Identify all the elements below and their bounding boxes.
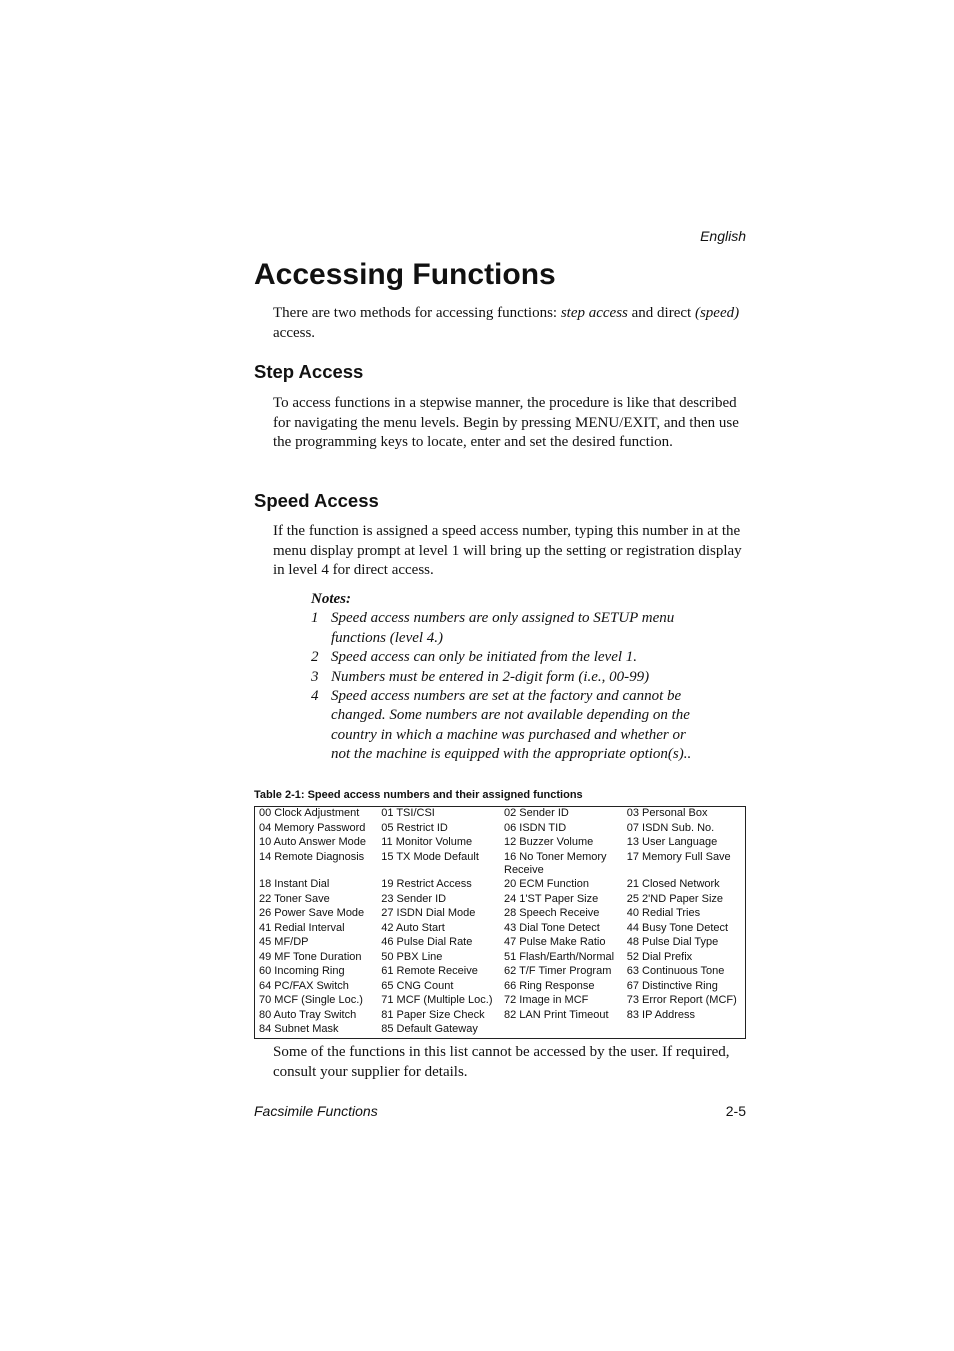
note-text: Numbers must be entered in 2-digit form (i.e., 00-99) <box>331 668 650 685</box>
table-row <box>255 951 746 966</box>
table-cell: 24 1'ST Paper Size <box>504 892 599 905</box>
table-row <box>255 936 746 951</box>
table-row <box>255 994 746 1009</box>
table-cell: 40 Redial Tries <box>626 907 701 919</box>
note-number: 4 <box>311 688 319 705</box>
table-cell: 13 User Language <box>626 836 718 848</box>
table-row <box>255 965 746 980</box>
table-cell: 83 IP Address <box>626 1008 696 1021</box>
table-row <box>255 836 746 851</box>
table-row <box>255 807 746 822</box>
table-cell <box>623 1023 746 1038</box>
table-cell: 25 2'ND Paper Size <box>626 892 724 905</box>
notes-block <box>311 590 701 765</box>
intro-text-mid: and direct <box>627 305 695 321</box>
speed-access-body: If the function is assigned a speed access number, typing this number in at the menu display prompt at level 1 will bring up the setting or registration display in level 4 for direct access. <box>273 523 742 579</box>
table-row <box>255 893 746 908</box>
intro-text-pre: There are two methods for accessing functions: <box>273 305 561 321</box>
table-cell: 64 PC/FAX Switch <box>259 979 349 992</box>
table-cell: 50 PBX Line <box>381 950 443 963</box>
footer-section-title: Facsimile Functions <box>254 1103 378 1119</box>
note-text: Speed access can only be initiated from the level 1. <box>331 649 638 666</box>
table-cell: 11 Monitor Volume <box>381 836 473 848</box>
table-cell: 41 Redial Interval <box>259 921 345 934</box>
table-cell: 52 Dial Prefix <box>626 950 693 963</box>
notes-heading: Notes: <box>311 591 351 607</box>
table-cell: 66 Ring Response <box>504 979 595 992</box>
table-cell: 27 ISDN Dial Mode <box>381 907 476 919</box>
speed-access-table <box>254 806 746 1039</box>
table-cell: 48 Pulse Dial Type <box>626 936 719 948</box>
table-cell: 01 TSI/CSI <box>381 807 435 819</box>
table-cell: 18 Instant Dial <box>259 878 330 890</box>
table-cell: 63 Continuous Tone <box>626 965 725 977</box>
table-cell: 84 Subnet Mask <box>259 1023 339 1035</box>
header-language: English <box>700 228 746 244</box>
table-cell: 17 Memory Full Save <box>626 850 731 863</box>
table-cell <box>500 1023 623 1038</box>
table-cell: 05 Restrict ID <box>381 821 448 834</box>
table-row <box>255 922 746 937</box>
table-cell: 67 Distinctive Ring <box>626 979 718 992</box>
table-cell: 14 Remote Diagnosis <box>259 850 365 863</box>
table-cell: 02 Sender ID <box>504 807 569 819</box>
table-cell: 61 Remote Receive <box>381 965 478 977</box>
table-cell: 62 T/F Timer Program <box>504 965 612 977</box>
page-title: Accessing Functions <box>254 258 556 291</box>
table-cell: 20 ECM Function <box>504 878 589 890</box>
table-row <box>255 1023 746 1038</box>
table-cell: 70 MCF (Single Loc.) <box>259 994 363 1006</box>
table-cell: 82 LAN Print Timeout <box>504 1008 609 1021</box>
table-cell: 45 MF/DP <box>259 936 309 948</box>
table-cell: 72 Image in MCF <box>504 994 589 1006</box>
note-text: Speed access numbers are only assigned to SETUP menu functions (level 4.) <box>331 610 675 646</box>
speed-access-heading: Speed Access <box>254 490 379 511</box>
intro-text-post: access. <box>273 324 316 341</box>
table-cell: 71 MCF (Multiple Loc.) <box>381 994 493 1006</box>
table-row <box>255 1009 746 1024</box>
table-cell: 46 Pulse Dial Rate <box>381 936 473 948</box>
table-row <box>255 980 746 995</box>
note-number: 3 <box>311 668 319 685</box>
table-cell: 42 Auto Start <box>381 921 445 934</box>
note-item <box>311 648 701 667</box>
table-row <box>255 907 746 922</box>
footer-page-number: 2-5 <box>725 1103 746 1119</box>
table-cell: 81 Paper Size Check <box>381 1008 485 1021</box>
table-cell: 15 TX Mode Default <box>381 850 479 863</box>
intro-em-speed: (speed) <box>694 305 740 321</box>
table-cell: 26 Power Save Mode <box>259 907 365 919</box>
table-cell: 06 ISDN TID <box>504 821 567 834</box>
table-cell: 73 Error Report (MCF) <box>626 994 737 1006</box>
table-row <box>255 822 746 837</box>
table-cell: 49 MF Tone Duration <box>259 950 362 963</box>
table-cell: 22 Toner Save <box>259 892 330 905</box>
table-cell: 16 No Toner Memory Receive <box>504 850 607 876</box>
note-text: Speed access numbers are set at the factory and cannot be changed. Some numbers are not available depending on the country in which a machine was purchased and whether or not the machine is equipped with the appropriate option(s).. <box>331 688 692 763</box>
table-caption: Table 2-1: Speed access numbers and their assigned functions <box>254 789 583 801</box>
note-item <box>311 609 701 648</box>
table-cell: 65 CNG Count <box>381 979 454 992</box>
table-cell: 80 Auto Tray Switch <box>259 1008 357 1021</box>
table-cell: 21 Closed Network <box>626 878 720 890</box>
table-row <box>255 851 746 879</box>
table-cell: 43 Dial Tone Detect <box>504 921 600 934</box>
note-item <box>311 668 701 687</box>
step-access-heading: Step Access <box>254 361 364 382</box>
intro-paragraph <box>273 304 748 343</box>
table-cell: 85 Default Gateway <box>381 1023 478 1035</box>
table-cell: 19 Restrict Access <box>381 878 472 890</box>
table-cell: 51 Flash/Earth/Normal <box>504 950 615 963</box>
table-row <box>255 878 746 893</box>
table-cell: 60 Incoming Ring <box>259 965 345 977</box>
closing-paragraph: Some of the functions in this list cannot be accessed by the user. If required, consult your supplier for details. <box>273 1044 730 1080</box>
table-cell: 12 Buzzer Volume <box>504 836 594 848</box>
intro-em-step-access: step access <box>560 305 628 321</box>
table-cell: 47 Pulse Make Ratio <box>504 936 606 948</box>
note-number: 2 <box>311 649 319 666</box>
table-cell: 03 Personal Box <box>626 807 708 819</box>
step-access-body: To access functions in a stepwise manner, the procedure is like that described for navigating the menu levels. Begin by pressing MENU/EXIT, and then use the programming keys to locate, enter and set the desired function. <box>273 395 739 451</box>
table-cell: 04 Memory Password <box>259 821 366 834</box>
table-cell: 00 Clock Adjustment <box>259 807 360 819</box>
table-cell: 44 Busy Tone Detect <box>626 921 729 934</box>
table-cell: 28 Speech Receive <box>504 907 600 919</box>
table-cell: 10 Auto Answer Mode <box>259 836 367 848</box>
note-number: 1 <box>311 610 319 627</box>
table-cell: 23 Sender ID <box>381 892 447 905</box>
table-cell: 07 ISDN Sub. No. <box>626 821 715 834</box>
note-item <box>311 687 701 765</box>
